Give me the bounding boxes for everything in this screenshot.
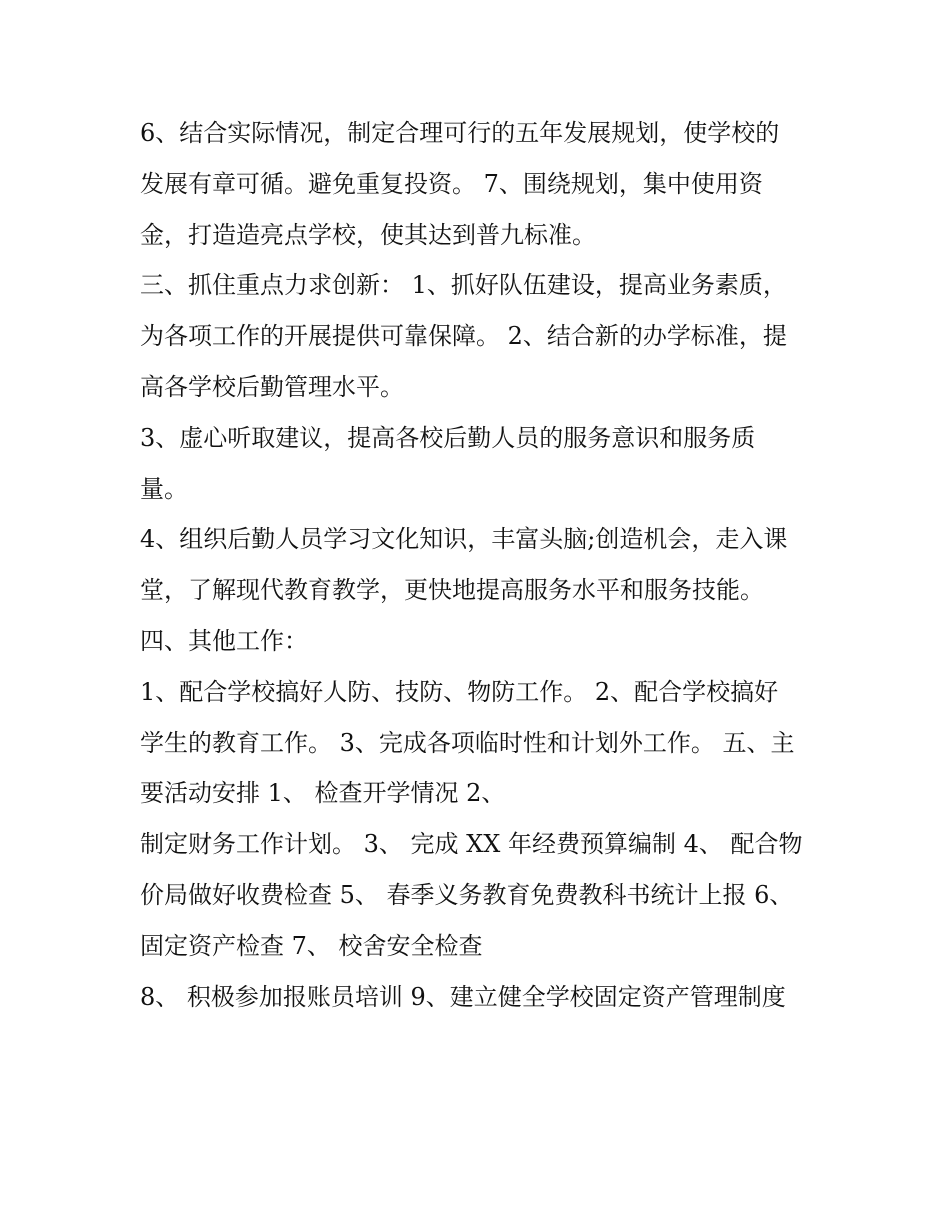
text-line: 为各项工作的开展提供可靠保障。 2、结合新的办学标准，提 [140,322,787,351]
text-line: 高各学校后勤管理水平。 [140,372,404,401]
text-line: 制定财务工作计划。 3、 完成 XX 年经费预算编制 4、 配合物 [140,830,803,859]
text-line: 要活动安排 1、 检查开学情况 2、 [140,779,506,808]
text-line: 四、其他工作： [140,626,308,655]
text-line: 4、组织后勤人员学习文化知识，丰富头脑;创造机会，走入课 [140,525,788,554]
text-line: 6、结合实际情况，制定合理可行的五年发展规划，使学校的 [140,119,780,147]
text-line: 三、抓住重点力求创新： 1、抓好队伍建设，提高业务素质， [140,271,787,300]
text-line: 发展有章可循。避免重复投资。 7、围绕规划，集中使用资 [140,169,763,198]
text-line: 8、 积极参加报账员培训 9、建立健全学校固定资产管理制度 [140,982,786,1011]
text-line: 学生的教育工作。 3、完成各项临时性和计划外工作。 五、主 [140,728,795,757]
text-line: 3、虚心听取建议，提高各校后勤人员的服务意识和服务质 [140,423,756,452]
text-line: 1、配合学校搞好人防、技防、物防工作。 2、配合学校搞好 [140,677,779,706]
text-line: 价局做好收费检查 5、 春季义务教育免费教科书统计上报 6、 [140,880,794,909]
document-body [140,108,820,1022]
text-line: 堂，了解现代教育教学，更快地提高服务水平和服务技能。 [140,576,764,605]
text-line: 金，打造造亮点学校，使其达到普九标准。 [140,220,596,249]
text-line: 固定资产检查 7、 校舍安全检查 [140,931,483,960]
text-line: 量。 [140,474,188,503]
